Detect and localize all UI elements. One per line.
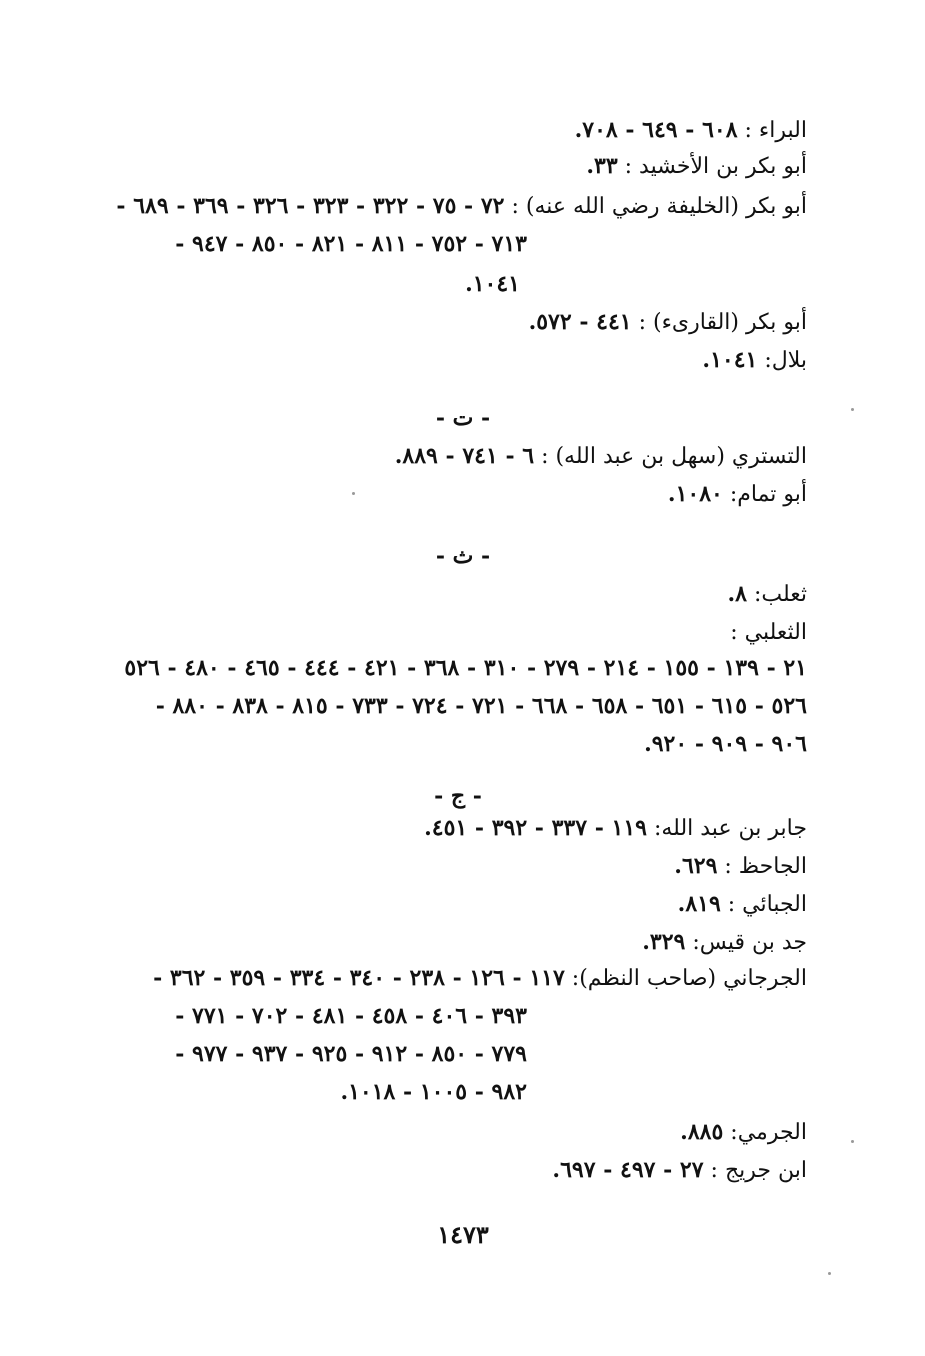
scan-speck xyxy=(851,1140,854,1143)
entry-continuation: ٧١٣ - ٧٥٢ - ٨١١ - ٨٢١ - ٨٥٠ - ٩٤٧ - xyxy=(175,231,527,257)
section-letter-tha: - ث - xyxy=(435,543,491,569)
entry-pages: ٨٨٥. xyxy=(680,1119,724,1145)
scan-speck xyxy=(828,1272,831,1275)
section-letter-ta: - ت - xyxy=(435,405,491,431)
entry-pages: ٨. xyxy=(727,581,747,607)
entry-name: أبو بكر (القارىء) : xyxy=(638,310,807,335)
entry-continuation: ٥٢٦ - ٦١٥ - ٦٥١ - ٦٥٨ - ٦٦٨ - ٧٢١ - ٧٢٤ - ٧٣٣ - ٨١٥ - ٨٣٨ - ٨٨٠ - xyxy=(155,693,807,719)
entry-name: البراء : xyxy=(744,118,807,143)
entry-name: الجرجاني (صاحب النظم): xyxy=(571,966,807,991)
entry-jubbai xyxy=(117,884,807,924)
entry-pages: ٤٤١ - ٥٧٢. xyxy=(528,309,632,335)
entry-pages: ٧٢ - ٧٥ - ٣٢٢ - ٣٢٣ - ٣٢٦ - ٣٦٩ - ٦٨٩ - xyxy=(116,193,505,219)
entry-pages: ٦٠٨ - ٦٤٩ - ٧٠٨. xyxy=(574,117,738,143)
entry-name: الجاحظ : xyxy=(724,854,807,879)
entry-name: الجبائي : xyxy=(727,892,807,917)
entry-jahiz xyxy=(117,846,807,886)
entry-name: أبو بكر بن الأخشيد : xyxy=(624,154,807,179)
entry-jadd-bin-qays xyxy=(117,922,807,962)
entry-continuation: ١٠٤١. xyxy=(465,271,520,297)
entry-continuation: ٧٧٩ - ٨٥٠ - ٩١٢ - ٩٢٥ - ٩٣٧ - ٩٧٧ - xyxy=(175,1041,527,1067)
entry-name: ابن جريج : xyxy=(710,1158,807,1183)
entry-jurjani xyxy=(117,958,807,998)
entry-continuation: ٢١ - ١٣٩ - ١٥٥ - ٢١٤ - ٢٧٩ - ٣١٠ - ٣٦٨ - ٤٢١ - ٤٤٤ - ٤٦٥ - ٤٨٠ - ٥٢٦ xyxy=(124,655,807,681)
entry-thalabi xyxy=(117,612,807,652)
entry-name: التستري (سهل بن عبد الله) : xyxy=(541,444,807,469)
entry-name: الثعلبي : xyxy=(730,620,807,645)
entry-abu-bakr-ikhshid xyxy=(117,146,807,186)
entry-name: جد بن قيس: xyxy=(692,930,807,955)
entry-al-bara xyxy=(117,110,807,150)
entry-abu-tammam xyxy=(117,474,807,514)
entry-abu-bakr-qari xyxy=(117,302,807,342)
entry-abu-bakr-khalifa xyxy=(117,186,807,226)
entry-name: بلال: xyxy=(764,348,807,373)
entry-pages: ٨١٩. xyxy=(677,891,721,917)
entry-jabir xyxy=(117,808,807,848)
entry-pages: ١١٧ - ١٢٦ - ٢٣٨ - ٣٤٠ - ٣٣٤ - ٣٥٩ - ٣٦٢ - xyxy=(153,965,565,991)
entry-jarmi xyxy=(117,1112,807,1152)
entry-pages: ٢٧ - ٤٩٧ - ٦٩٧. xyxy=(552,1157,704,1183)
entry-name: جابر بن عبد الله: xyxy=(653,816,807,841)
entry-pages: ٦٢٩. xyxy=(674,853,718,879)
entry-thalab xyxy=(117,574,807,614)
entry-continuation: ٣٩٣ - ٤٠٦ - ٤٥٨ - ٤٨١ - ٧٠٢ - ٧٧١ - xyxy=(175,1003,527,1029)
entry-pages: ١١٩ - ٣٣٧ - ٣٩٢ - ٤٥١. xyxy=(424,815,647,841)
entry-name: ثعلب: xyxy=(753,582,807,607)
entry-ibn-jurayj xyxy=(117,1150,807,1190)
entry-pages: ١٠٤١. xyxy=(702,347,758,373)
entry-continuation: ٩٨٢ - ١٠٠٥ - ١٠١٨. xyxy=(340,1079,527,1105)
entry-tustari xyxy=(117,436,807,476)
entry-pages: ١٠٨٠. xyxy=(667,481,723,507)
page-number: ١٤٧٣ xyxy=(437,1220,489,1249)
section-letter-jim: - ج - xyxy=(434,783,482,809)
entry-pages: ٣٢٩. xyxy=(642,929,686,955)
scan-speck xyxy=(352,492,355,495)
entry-name: أبو بكر (الخليفة رضي الله عنه) : xyxy=(511,194,807,219)
scan-speck xyxy=(851,408,854,411)
entry-continuation: ٩٠٦ - ٩٠٩ - ٩٢٠. xyxy=(644,731,807,757)
entry-name: الجرمي: xyxy=(730,1120,807,1145)
entry-pages: ٣٣. xyxy=(586,153,618,179)
entry-pages: ٦ - ٧٤١ - ٨٨٩. xyxy=(394,443,535,469)
entry-bilal xyxy=(117,340,807,380)
entry-name: أبو تمام: xyxy=(729,482,807,507)
